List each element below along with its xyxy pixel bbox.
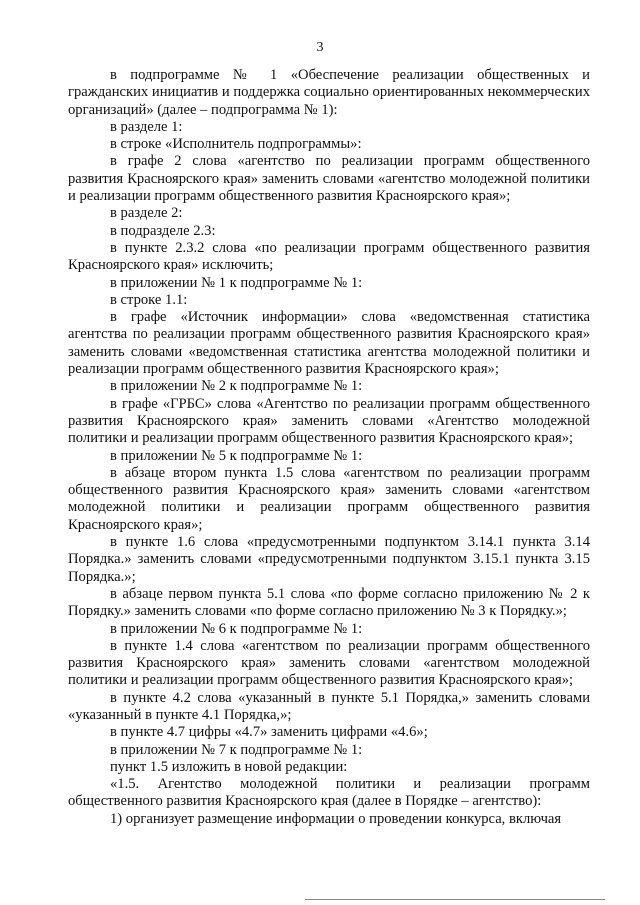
paragraph: в графе «Источник информации» слова «ведомственная статистика агентства по реализации программ общественного развития Красноярского края» заменить словами «ведомственная статистика агентства молодежной политики и реализации программ общественного развития Красноярского края»;: [68, 309, 590, 378]
paragraph: пункт 1.5 изложить в новой редакции:: [110, 758, 348, 775]
paragraph: в пункте 2.3.2 слова «по реализации программ общественного развития Красноярского края» исключить;: [68, 239, 590, 274]
paragraph: в пункте 4.7 цифры «4.7» заменить цифрами «4.6»;: [110, 724, 428, 741]
paragraph: «1.5. Агентство молодежной политики и реализации программ общественного развития Красноярского края (далее в Порядке – агентство):: [68, 776, 590, 810]
page-number: 3: [316, 40, 324, 55]
paragraph: в приложении № 7 к подпрограмме № 1:: [110, 741, 363, 758]
paragraph: 1) организует размещение информации о проведении конкурса, включая: [110, 810, 562, 827]
paragraph: в приложении № 1 к подпрограмме № 1:: [110, 274, 363, 291]
paragraph: в абзаце втором пункта 1.5 слова «агентством по реализации программ общественного развития Красноярского края» заменить словами «агентством молодежной политики и реализации программ общественного развития Красноярского края»;: [68, 464, 590, 533]
paragraph: в подразделе 2.3:: [110, 222, 216, 239]
paragraph: в подпрограмме № 1 «Обеспечение реализации общественных и гражданских инициатив и поддержка социально ориентированных некоммерческих организаций» (далее – подпрограмма № 1):: [68, 67, 590, 118]
paragraph: в пункте 1.4 слова «агентством по реализации программ общественного развития Красноярского края» заменить словами «агентством молодежной политики и реализации программ общественного развития Красноярского края»;: [68, 637, 590, 689]
paragraph: в графе «ГРБС» слова «Агентство по реализации программ общественного развития Красноярского края» заменить словами «Агентство молодежной политики и реализации программ общественного развития Красноярского края»;: [68, 395, 590, 447]
paragraph: в абзаце первом пункта 5.1 слова «по форме согласно приложению № 2 к Порядку.» заменить словами «по форме согласно приложению № 3 к Порядку.»;: [68, 585, 590, 620]
paragraph: в пункте 1.6 слова «предусмотренными подпунктом 3.14.1 пункта 3.14 Порядка.» заменить словами «предусмотренными подпунктом 3.15.1 пункта 3.15 Порядка.»;: [68, 534, 590, 585]
paragraph: в строке «Исполнитель подпрограммы»:: [110, 136, 362, 153]
document-body: [68, 67, 590, 828]
paragraph: в приложении № 5 к подпрограмме № 1:: [110, 447, 363, 464]
paragraph: в строке 1.1:: [110, 291, 188, 308]
paragraph: в разделе 2:: [110, 205, 183, 222]
paragraph: в приложении № 2 к подпрограмме № 1:: [110, 378, 363, 395]
paragraph: в приложении № 6 к подпрограмме № 1:: [110, 620, 363, 637]
paragraph: в графе 2 слова «агентство по реализации программ общественного развития Красноярского края» заменить словами «агентство молодежной политики и реализации программ общественного развития Красноярского края»;: [68, 153, 590, 205]
paragraph: в пункте 4.2 слова «указанный в пункте 5.1 Порядка,» заменить словами «указанный в пункте 4.1 Порядка,»;: [68, 689, 590, 723]
bottom-rule: [305, 899, 605, 900]
paragraph: в разделе 1:: [110, 118, 183, 135]
